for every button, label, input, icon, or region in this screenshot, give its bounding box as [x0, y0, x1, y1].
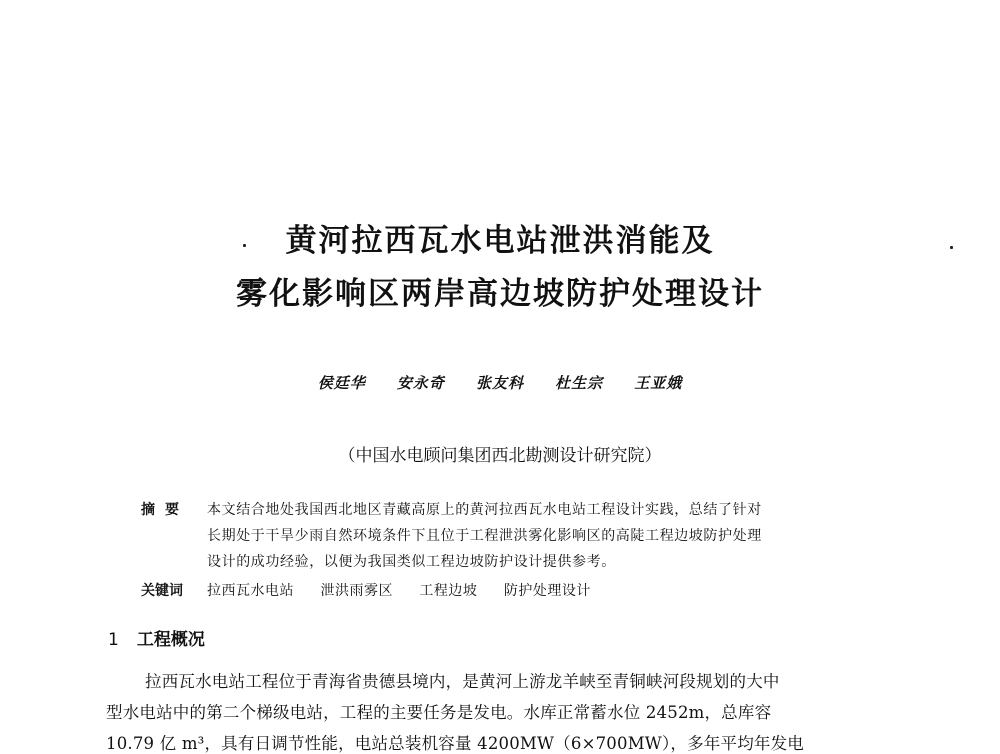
affiliation: （中国水电顾问集团西北勘测设计研究院）	[338, 446, 662, 466]
body-text-line: 拉西瓦水电站工程位于青海省贵德县境内，是黄河上游龙羊峡至青铜峡河段规划的大中	[145, 672, 780, 691]
body-text-line: 型水电站中的第二个梯级电站，工程的主要任务是发电。水库正常蓄水位 2452m，总库容	[106, 703, 772, 722]
author-name: 侯廷华	[317, 374, 366, 392]
author-name: 张友科	[475, 374, 524, 392]
keyword: 防护处理设计	[503, 583, 591, 599]
section-number: 1	[108, 630, 119, 650]
paper-title-line-2: 雾化影响区两岸高边坡防护处理设计	[236, 276, 764, 312]
author-name: 安永奇	[396, 374, 445, 392]
author-name: 杜生宗	[555, 374, 604, 392]
body-text-line: 10.79 亿 m³，具有日调节性能，电站总装机容量 4200MW（6×700MW），多年平均年发电	[106, 734, 804, 753]
author-list	[0, 372, 1000, 393]
keyword: 工程边坡	[419, 583, 478, 599]
abstract-line: 本文结合地处我国西北地区青藏高原上的黄河拉西瓦水电站工程设计实践，总结了针对	[207, 502, 762, 518]
keyword: 泄洪雨雾区	[320, 583, 393, 599]
keyword: 拉西瓦水电站	[207, 583, 294, 599]
keywords-label: 关键词	[141, 583, 183, 599]
abstract-line: 设计的成功经验，以便为我国类似工程边坡防护设计提供参考。	[207, 554, 616, 570]
keywords-list	[207, 580, 613, 600]
paper-title-line-1: 黄河拉西瓦水电站泄洪消能及	[285, 223, 715, 259]
section-heading	[108, 625, 205, 650]
section-title: 工程概况	[136, 630, 205, 650]
abstract-line: 长期处于干旱少雨自然环境条件下且位于工程泄洪雾化影响区的高陡工程边坡防护处理	[207, 528, 762, 544]
abstract-label: 摘要	[141, 502, 189, 518]
author-name: 王亚娥	[634, 374, 683, 392]
